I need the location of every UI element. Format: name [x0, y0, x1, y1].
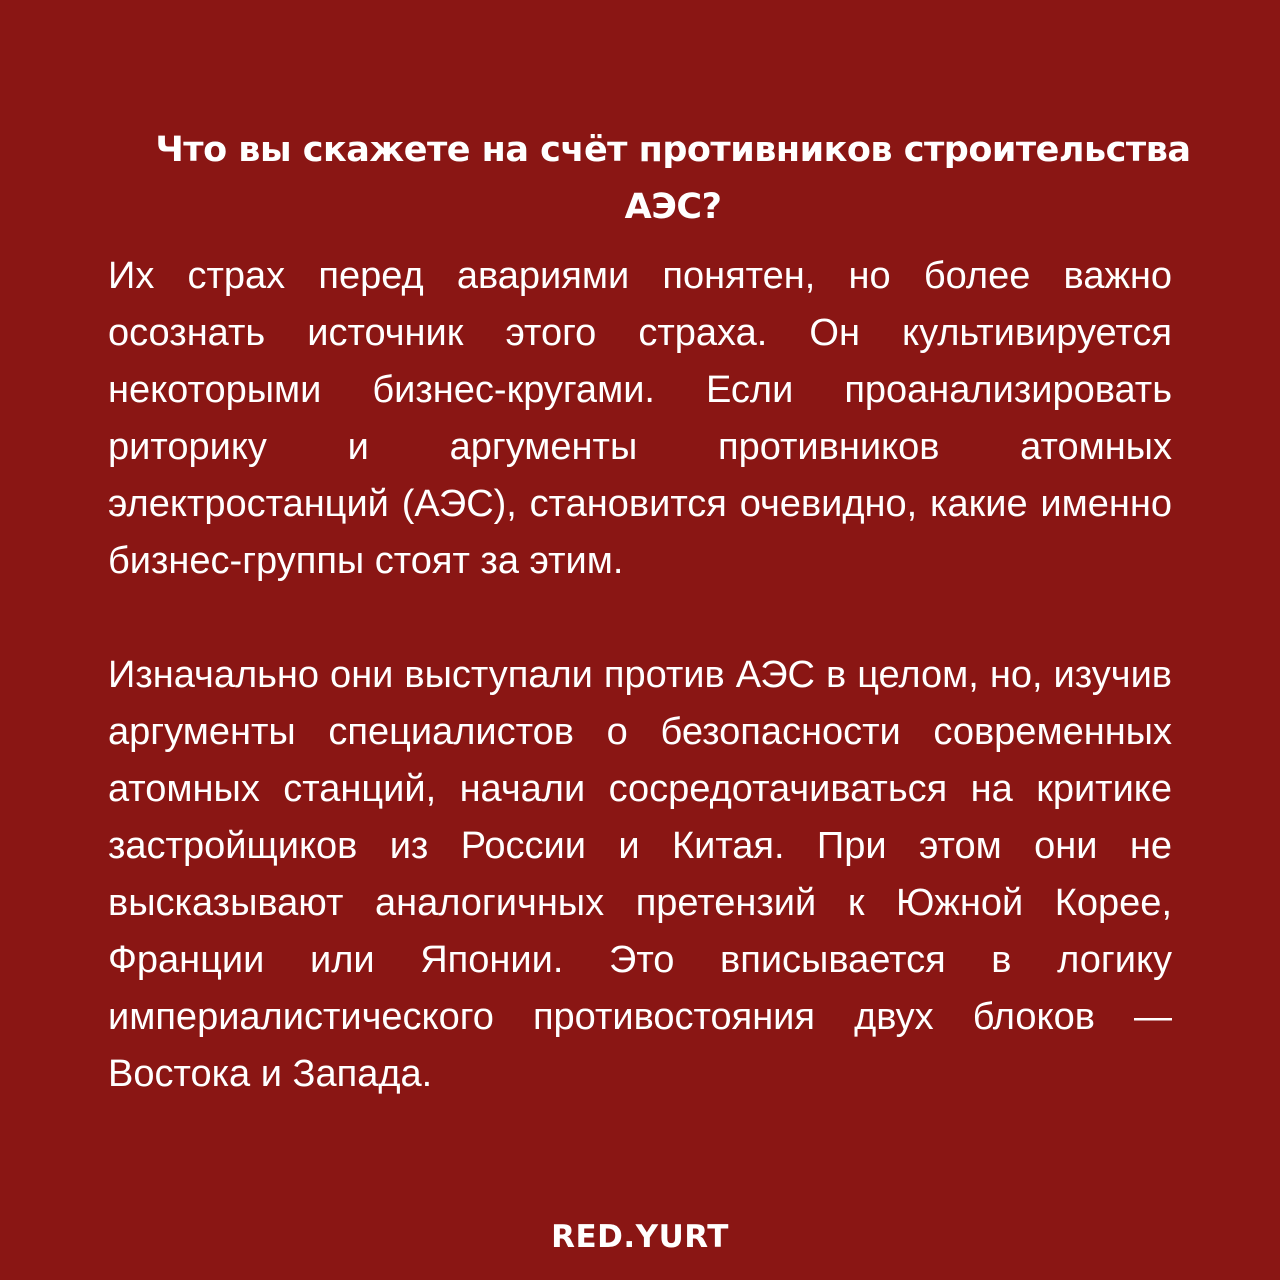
- answer-paragraph-1: Их страх перед авариями понятен, но более важно осознать источник этого страха. Он культивируется некоторыми бизнес-кругами. Если проанализировать риторику и аргументы противников атомных электростанций (АЭС), становится очевидно, какие именно бизнес-группы стоят за этим.: [108, 255, 1172, 582]
- answer-paragraph-2: Изначально они выступали против АЭС в целом, но, изучив аргументы специалистов о безопасности современных атомных станций, начали сосредотачиваться на критике застройщиков из России и Китая. При этом они не высказывают аналогичных претензий к Южной Корее, Франции или Японии. Это вписывается в логику империалистического противостояния двух блоков — Востока и Запада.: [108, 654, 1172, 1095]
- question-heading: Что вы скажете на счёт противников строительства АЭС?: [155, 130, 1191, 227]
- answer-text: [108, 248, 1172, 1103]
- brand-logo-text: RED.YURT: [551, 1219, 729, 1255]
